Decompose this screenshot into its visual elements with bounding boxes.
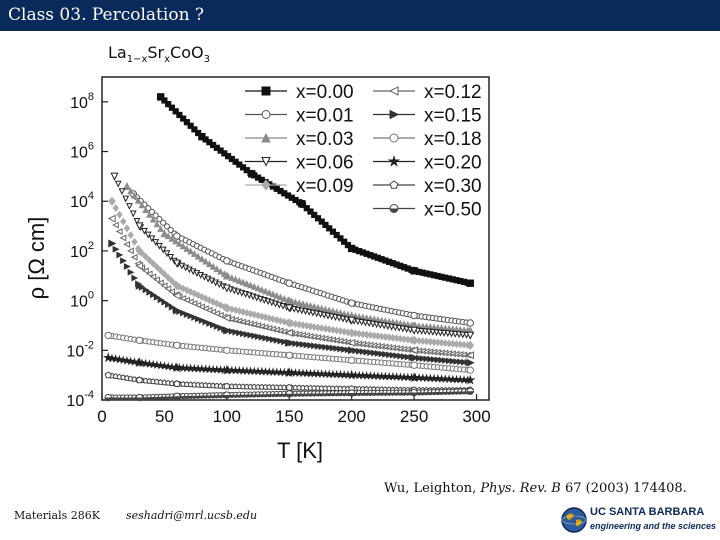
y-tick-label-3: $10^2$ [70, 239, 94, 261]
legend-label: x=0.20 [424, 152, 482, 174]
trail-marker [131, 211, 136, 216]
data-point [467, 280, 473, 286]
x-tick-label-5: 250 [399, 407, 429, 426]
legend-marker [390, 205, 398, 213]
legend-marker [262, 111, 270, 119]
citation [384, 481, 687, 496]
x-tick-label-2: 100 [212, 407, 242, 426]
legend-entry-3 [245, 153, 354, 174]
data-point [105, 372, 111, 378]
trail-marker [121, 235, 126, 240]
y-tick-label-2: $10^0$ [70, 289, 94, 311]
data-point [467, 388, 473, 394]
logo-line1: UC SANTA BARBARA [590, 506, 705, 518]
data-point [199, 133, 205, 139]
footer-course: Materials 286K [14, 509, 100, 522]
x-tick-label-1: 50 [154, 407, 174, 426]
trail-marker [113, 247, 118, 252]
data-point [299, 201, 305, 207]
formula-sub-3: 3 [203, 54, 210, 66]
data-point [411, 389, 417, 395]
data-point [157, 94, 163, 100]
trail-marker [123, 196, 128, 201]
data-point [411, 312, 417, 318]
legend-label: x=0.06 [296, 152, 354, 174]
legend-marker [262, 87, 270, 95]
formula-sub-1: 1−x [126, 54, 148, 66]
legend-entry-1 [245, 106, 354, 127]
logo-line2: engineering and the sciences [590, 521, 717, 531]
data-point [224, 258, 230, 264]
legend-entry-9 [373, 176, 482, 197]
trail-marker [132, 239, 137, 245]
formula-coo: CoO [170, 43, 204, 62]
data-point [109, 240, 115, 246]
trail-marker [124, 264, 129, 269]
data-point [136, 394, 142, 400]
trail-marker [128, 232, 133, 238]
data-point [411, 268, 417, 274]
legend-marker [390, 134, 398, 142]
data-point [174, 342, 180, 348]
citation-authors: Wu, Leighton, [384, 481, 481, 496]
legend-label: x=0.18 [424, 129, 482, 150]
y-tick-label-6: $10^8$ [70, 90, 94, 112]
trail-marker [117, 229, 122, 234]
data-series [105, 94, 474, 401]
legend-label: x=0.00 [296, 82, 354, 103]
x-tick-label-4: 200 [337, 407, 366, 426]
legend-label: x=0.12 [424, 82, 482, 103]
legend-label: x=0.15 [424, 105, 482, 127]
y-tick-label-0: $10^{-4}$ [66, 389, 94, 410]
data-point [174, 233, 180, 239]
globe-icon [560, 506, 588, 534]
data-point [348, 390, 354, 396]
data-point [348, 300, 354, 306]
trail-marker [117, 252, 122, 257]
legend-entry-5 [373, 82, 482, 103]
legend-entry-8 [373, 153, 482, 174]
data-point [411, 362, 417, 368]
formula-sr: Sr [147, 43, 165, 62]
trail-marker [121, 258, 126, 263]
data-point [174, 393, 180, 399]
slide-title: Class 03. Percolation ? [8, 5, 205, 25]
trail-marker [127, 204, 132, 209]
x-axis-label: T [K] [276, 438, 324, 463]
trail-marker [132, 255, 137, 260]
y-axis-label: ρ [Ω cm] [24, 216, 49, 300]
footer-email[interactable]: seshadri@mrl.ucsb.edu [126, 509, 258, 522]
legend-entry-7 [373, 129, 482, 150]
data-point [109, 215, 115, 221]
citation-details: 67 (2003) 174408. [560, 481, 687, 496]
legend-marker [390, 87, 398, 95]
data-point [467, 367, 473, 373]
trail-marker [128, 248, 133, 253]
trail-marker [124, 242, 129, 247]
data-point [249, 171, 255, 177]
data-point [105, 332, 111, 338]
ucsb-logo [560, 500, 720, 540]
legend-label: x=0.30 [424, 176, 482, 197]
x-tick-label-6: 300 [462, 407, 491, 426]
legend-label: x=0.09 [296, 176, 354, 197]
legend [245, 82, 482, 221]
data-point [136, 337, 142, 343]
trail-marker [116, 181, 121, 186]
data-point [111, 173, 117, 179]
legend-marker [390, 111, 398, 119]
citation-journal: Phys. Rev. B [480, 481, 561, 496]
data-point [286, 352, 292, 358]
trail-marker [117, 212, 122, 218]
x-tick-label-0: 0 [97, 407, 107, 426]
legend-label: x=0.50 [424, 199, 482, 221]
x-tick-label-3: 150 [275, 407, 304, 426]
data-point [348, 357, 354, 363]
data-point [286, 280, 292, 286]
data-point [224, 392, 230, 398]
formula-sub-x: x [164, 54, 171, 66]
trail-marker [124, 225, 129, 231]
data-point [224, 347, 230, 353]
trail-marker [113, 222, 118, 227]
legend-entry-10 [373, 200, 482, 221]
trail-marker [128, 270, 133, 275]
trail-marker [121, 218, 126, 224]
trail-marker [119, 189, 124, 194]
trail-marker [113, 205, 118, 211]
data-point [467, 360, 473, 366]
legend-marker [389, 157, 398, 166]
legend-label: x=0.01 [296, 105, 354, 127]
data-point [109, 197, 115, 205]
legend-label: x=0.03 [296, 129, 354, 150]
legend-entry-2 [245, 129, 354, 150]
legend-entry-0 [245, 82, 354, 103]
legend-marker [390, 181, 398, 188]
trail-marker [132, 275, 137, 280]
legend-entry-6 [373, 106, 482, 127]
y-tick-label-5: $10^6$ [70, 140, 94, 162]
data-point [286, 391, 292, 397]
formula-la: La [108, 43, 127, 62]
data-point [105, 394, 111, 400]
y-tick-label-4: $10^4$ [70, 190, 94, 212]
data-point [467, 320, 473, 326]
y-tick-label-1: $10^{-2}$ [66, 339, 94, 361]
data-point [348, 245, 354, 251]
